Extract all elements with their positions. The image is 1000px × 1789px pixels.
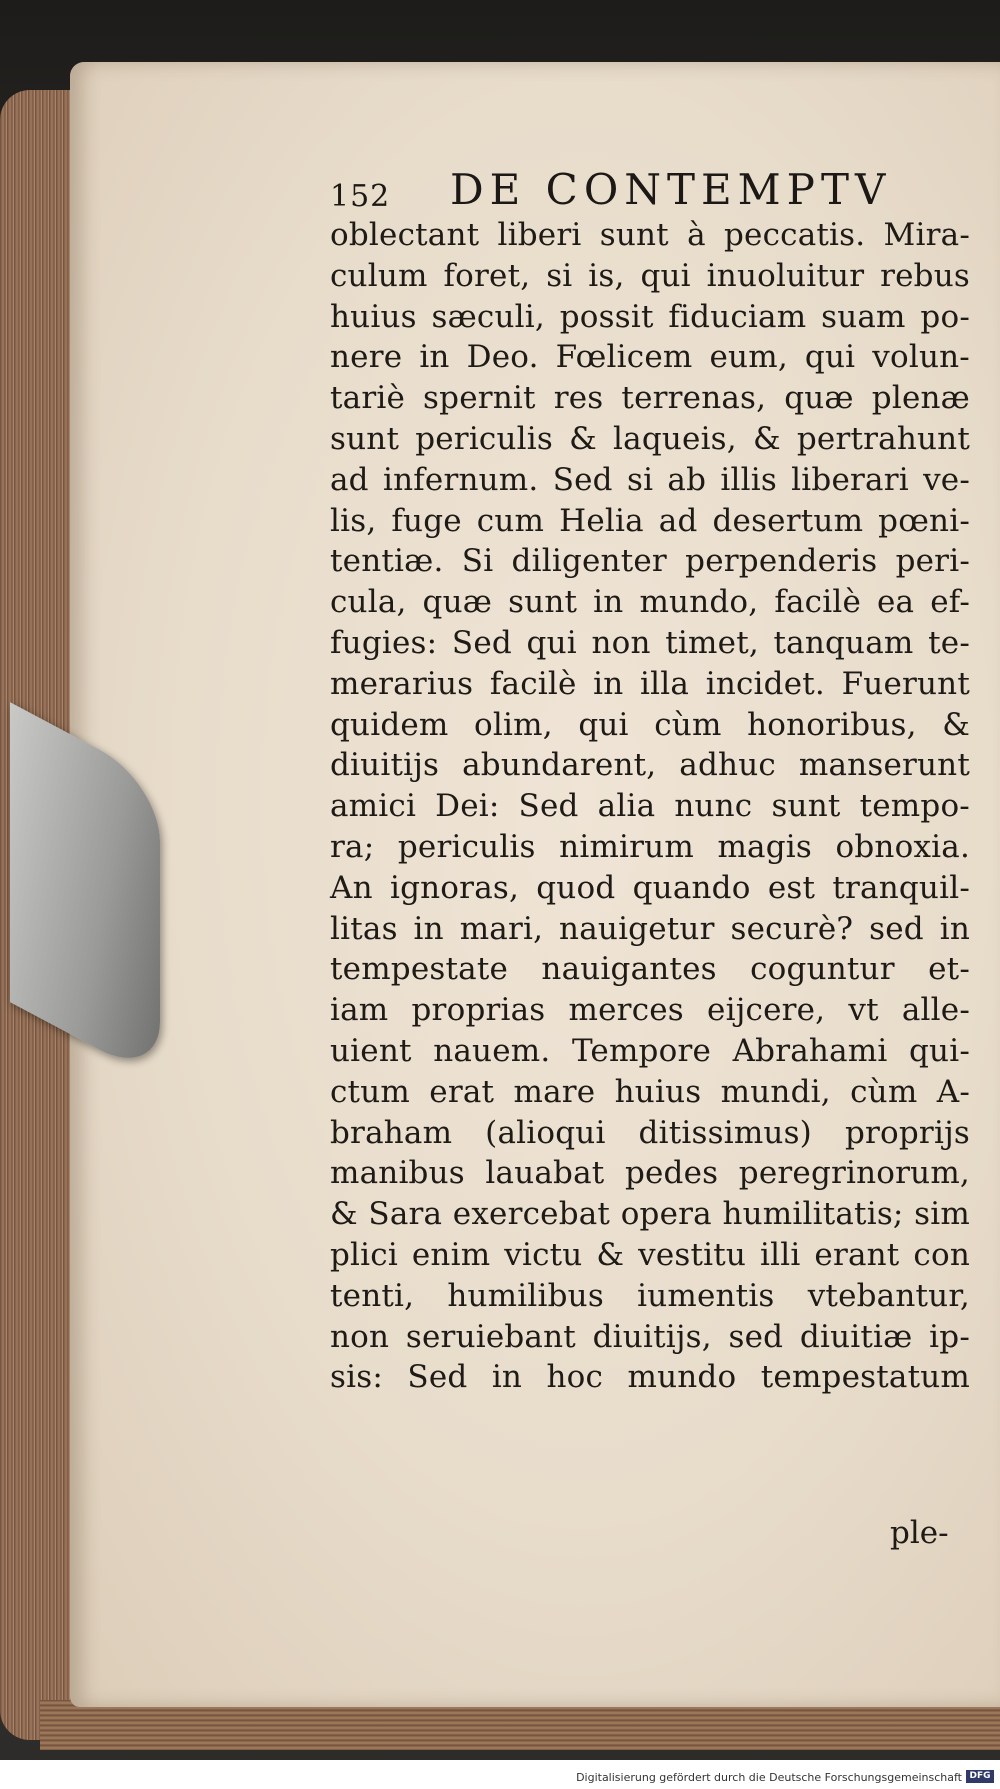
running-title: DE CONTEMPTV <box>450 165 892 214</box>
text-line: tenti, humilibus iumentis vtebantur, <box>330 1277 970 1314</box>
text-line: cula, quæ sunt in mundo, facilè ea ef- <box>330 584 970 621</box>
text-line: braham (alioqui ditissimus) proprijs <box>330 1114 970 1151</box>
text-line: tentiæ. Si diligenter perpenderis peri- <box>330 543 970 580</box>
text-line: ad infernum. Sed si ab illis liberari ve- <box>330 461 970 498</box>
text-line: quidem olim, qui cùm honoribus, & <box>330 706 970 743</box>
text-line: non seruiebant diuitijs, sed diuitiæ ip- <box>330 1318 970 1355</box>
text-line: merarius facilè in illa incidet. Fuerunt <box>330 665 970 702</box>
text-line: diuitijs abundarent, adhuc manserunt <box>330 747 970 784</box>
text-line: oblectant liberi sunt à peccatis. Mira- <box>330 217 970 253</box>
text-line: manibus lauabat pedes peregrinorum, <box>330 1155 970 1192</box>
body-text <box>330 215 970 1398</box>
text-line: sis: Sed in hoc mundo tempestatum <box>330 1359 970 1396</box>
text-line: iam proprias merces eijcere, vt alle- <box>330 992 970 1029</box>
text-line: huius sæculi, possit fiduciam suam po- <box>330 298 970 335</box>
text-line: uient nauem. Tempore Abrahami qui- <box>330 1032 970 1069</box>
text-line: lis, fuge cum Helia ad desertum pœni- <box>330 502 970 539</box>
text-line: litas in mari, nauigetur securè? sed in <box>330 910 970 947</box>
text-line: plici enim victu & vestitu illi erant con <box>330 1236 970 1273</box>
text-line: sunt periculis & laqueis, & pertrahunt <box>330 420 970 457</box>
text-line: fugies: Sed qui non timet, tanquam te- <box>330 624 970 661</box>
text-line: tariè spernit res terrenas, quæ plenæ <box>330 380 970 417</box>
footer-credit: Digitalisierung gefördert durch die Deutsche Forschungsgemeinschaft <box>576 1771 962 1784</box>
book-bottom-edge <box>40 1700 1000 1750</box>
dfg-logo: DFG <box>966 1770 994 1783</box>
catchword: ple- <box>890 1515 949 1551</box>
text-line: culum foret, si is, qui inuoluitur rebus <box>330 257 970 294</box>
text-line: tempestate nauigantes coguntur et- <box>330 951 970 988</box>
text-line: nere in Deo. Fœlicem eum, qui volun- <box>330 339 970 376</box>
text-line: An ignoras, quod quando est tranquil- <box>330 869 970 906</box>
text-line: ra; periculis nimirum magis obnoxia. <box>330 828 970 865</box>
page-number: 152 <box>330 179 391 214</box>
text-line: amici Dei: Sed alia nunc sunt tempo- <box>330 788 970 825</box>
text-line: & Sara exercebat opera humilitatis; sim <box>330 1196 970 1233</box>
text-line: ctum erat mare huius mundi, cùm A- <box>330 1073 970 1110</box>
